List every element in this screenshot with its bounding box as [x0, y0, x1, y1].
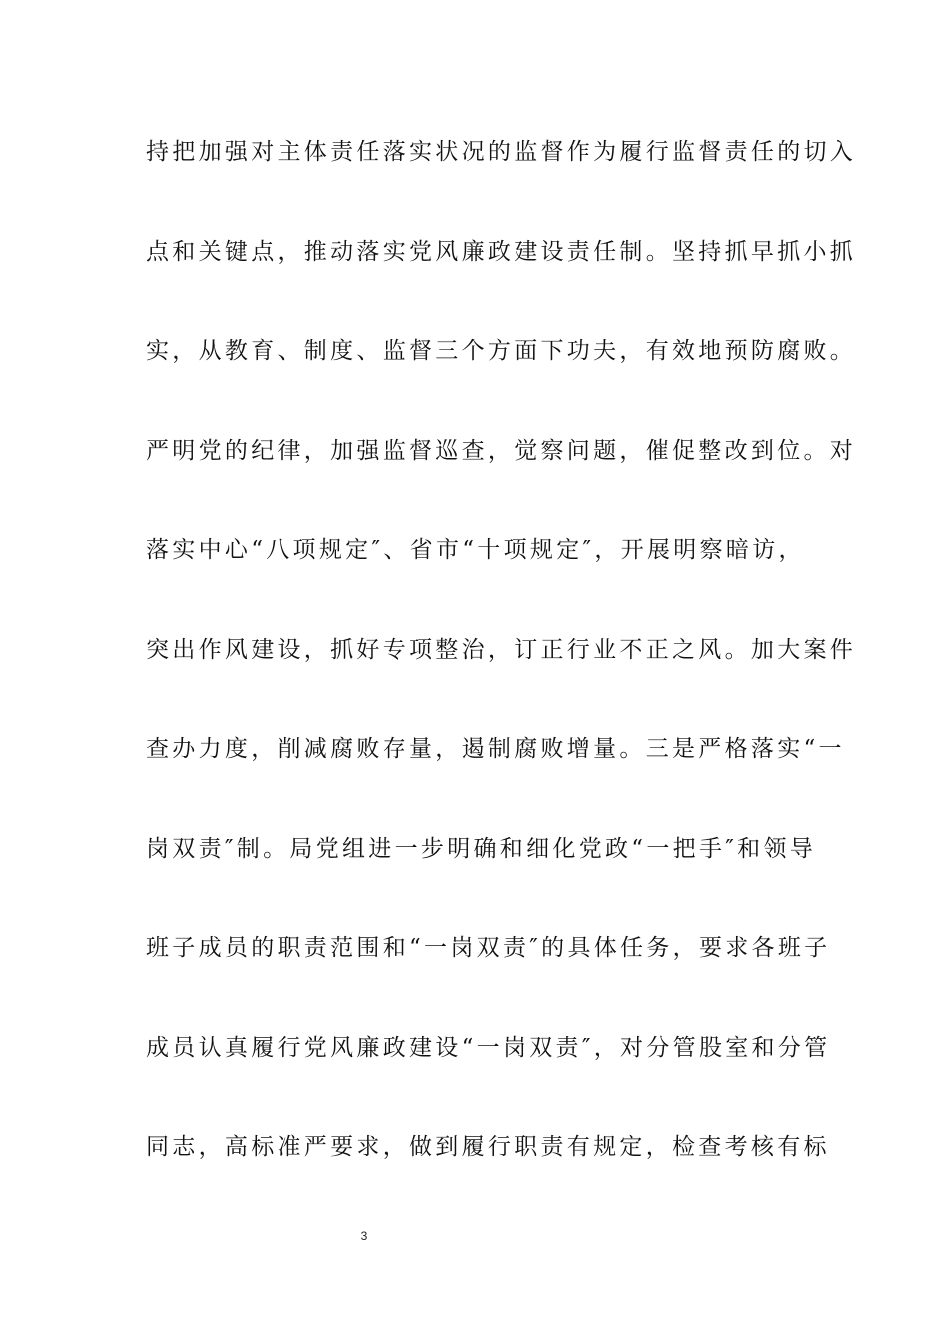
text-line: 同志，高标准严要求，做到履行职责有规定，检查考核有标 — [146, 1134, 830, 1160]
text-line: 查办力度，削减腐败存量，遏制腐败增量。三是严格落实“一 — [146, 736, 845, 762]
text-line: 严明党的纪律，加强监督巡查，觉察问题，催促整改到位。对 — [146, 437, 857, 464]
text-line: 岗双责″制。局党组进一步明确和细化党政“一把手″和领导 — [146, 835, 817, 862]
body-text — [146, 132, 857, 1227]
text-line: 实，从教育、制度、监督三个方面下功夫，有效地预防腐败。 — [146, 338, 857, 364]
text-line: 持把加强对主体责任落实状况的监督作为履行监督责任的切入 — [146, 139, 857, 165]
text-line: 突出作风建设，抓好专项整治，订正行业不正之风。加大案件 — [146, 636, 857, 663]
text-line: 点和关键点，推动落实党风廉政建设责任制。坚持抓早抓小抓 — [146, 238, 857, 265]
text-line: 成员认真履行党风廉政建设“一岗双责″，对分管股室和分管 — [146, 1034, 831, 1061]
page-number: 3 — [360, 1229, 368, 1243]
text-line: 班子成员的职责范围和“一岗双责″的具体任务，要求各班子 — [146, 935, 831, 961]
text-line: 落实中心“八项规定″、省市“十项规定″，开展明察暗访， — [146, 537, 805, 563]
